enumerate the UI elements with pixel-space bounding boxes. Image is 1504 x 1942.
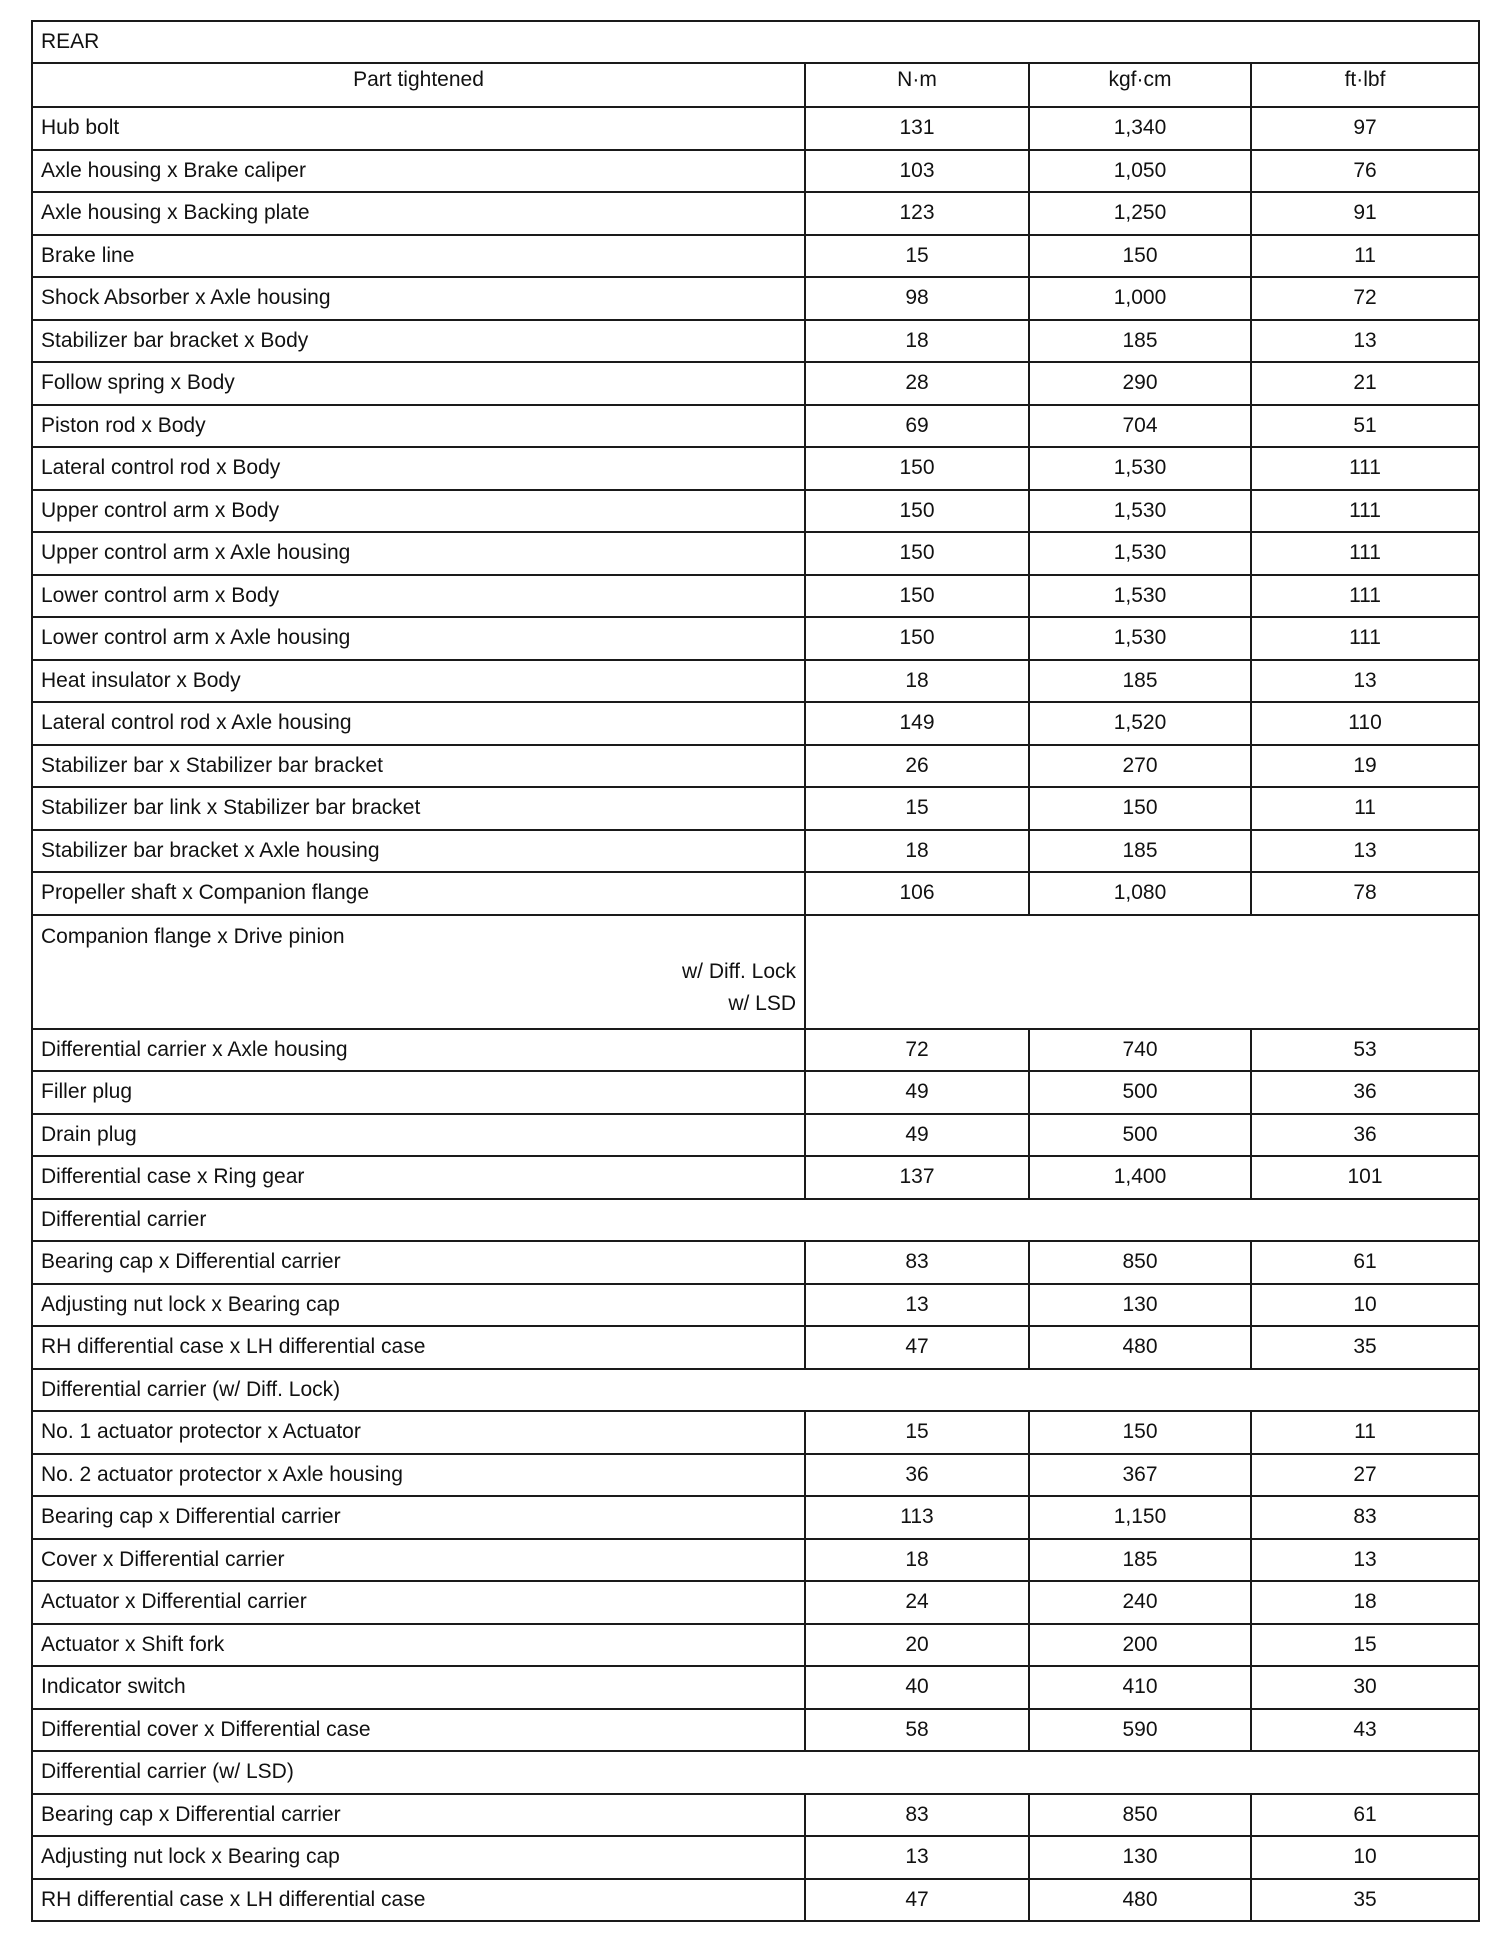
part-name: Differential cover x Differential case [32, 1709, 805, 1752]
part-name: Adjusting nut lock x Bearing cap [32, 1836, 805, 1879]
table-row [32, 1156, 1479, 1199]
value-ft-lbf: 83 [1251, 1496, 1479, 1539]
header-nm: N·m [805, 63, 1029, 107]
value-ft-lbf: 35 [1251, 1879, 1479, 1922]
value-nm: 15 [805, 787, 1029, 830]
value-nm: 103 [805, 150, 1029, 193]
table-title-row [32, 21, 1479, 63]
value-ft-lbf: 111 [1251, 532, 1479, 575]
part-name: Heat insulator x Body [32, 660, 805, 703]
table-row [32, 1029, 1479, 1072]
value-ft-lbf: 61 [1251, 1241, 1479, 1284]
table-row [32, 702, 1479, 745]
value-kgf-cm: 1,530 [1029, 532, 1251, 575]
table-row [32, 1794, 1479, 1837]
value-ft-lbf: 21 [1251, 362, 1479, 405]
value-nm: 40 [805, 1666, 1029, 1709]
part-name: No. 2 actuator protector x Axle housing [32, 1454, 805, 1497]
part-variant: w/ LSD [728, 991, 796, 1015]
value-ft-lbf: 30 [1251, 1666, 1479, 1709]
value-nm: 150 [805, 490, 1029, 533]
table-row [32, 872, 1479, 915]
part-name: Brake line [32, 235, 805, 278]
table-row [32, 235, 1479, 278]
part-name: RH differential case x LH differential case [32, 1326, 805, 1369]
value-nm: 150 [805, 532, 1029, 575]
part-name: Axle housing x Backing plate [32, 192, 805, 235]
value-kgf-cm: 850 [1029, 1241, 1251, 1284]
value-nm: 24 [805, 1581, 1029, 1624]
value-kgf-cm: 270 [1029, 745, 1251, 788]
value-kgf-cm: 185 [1029, 660, 1251, 703]
value-nm: 18 [805, 660, 1029, 703]
table-row [32, 1539, 1479, 1582]
table-row [32, 490, 1479, 533]
value-ft-lbf: 13 [1251, 830, 1479, 873]
part-name: Follow spring x Body [32, 362, 805, 405]
value-nm: 113 [805, 1496, 1029, 1539]
table-row [32, 1326, 1479, 1369]
part-name: Hub bolt [32, 107, 805, 150]
table-row [32, 150, 1479, 193]
value-kgf-cm: 185 [1029, 830, 1251, 873]
value-nm: 18 [805, 830, 1029, 873]
part-name: Filler plug [32, 1071, 805, 1114]
part-name: Cover x Differential carrier [32, 1539, 805, 1582]
value-nm: 26 [805, 745, 1029, 788]
value-kgf-cm: 1,530 [1029, 575, 1251, 618]
section-row [32, 1751, 1479, 1794]
value-kgf-cm: 1,080 [1029, 872, 1251, 915]
part-name: RH differential case x LH differential case [32, 1879, 805, 1922]
value-ft-lbf: 10 [1251, 1836, 1479, 1879]
part-name: Stabilizer bar bracket x Axle housing [32, 830, 805, 873]
value-ft-lbf: 11 [1251, 235, 1479, 278]
value-kgf-cm: 500 [1029, 1071, 1251, 1114]
value-nm: 15 [805, 235, 1029, 278]
table-row [32, 660, 1479, 703]
value-ft-lbf: 101 [1251, 1156, 1479, 1199]
value-nm: 13 [805, 1836, 1029, 1879]
value-kgf-cm: 185 [1029, 320, 1251, 363]
part-name: Bearing cap x Differential carrier [32, 1794, 805, 1837]
value-kgf-cm: 130 [1029, 1284, 1251, 1327]
table-row [32, 915, 1479, 1029]
value-nm: 150 [805, 617, 1029, 660]
value-kgf-cm: 740 [1029, 1029, 1251, 1072]
value-ft-lbf: 53 [1251, 1029, 1479, 1072]
table-row [32, 617, 1479, 660]
header-part-tightened: Part tightened [32, 63, 805, 107]
value-nm: 15 [805, 1411, 1029, 1454]
value-ft-lbf: 15 [1251, 1624, 1479, 1667]
value-nm: 83 [805, 1241, 1029, 1284]
value-nm: 131 [805, 107, 1029, 150]
part-name: Actuator x Differential carrier [32, 1581, 805, 1624]
part-name: Upper control arm x Body [32, 490, 805, 533]
value-kgf-cm: 480 [1029, 1879, 1251, 1922]
table-row [32, 107, 1479, 150]
table-row [32, 1454, 1479, 1497]
value-nm: 106 [805, 872, 1029, 915]
value-ft-lbf: 11 [1251, 1411, 1479, 1454]
value-kgf-cm: 367 [1029, 1454, 1251, 1497]
value-kgf-cm: 480 [1029, 1326, 1251, 1369]
table-row [32, 1241, 1479, 1284]
section-label: Differential carrier (w/ Diff. Lock) [32, 1369, 1479, 1412]
table-row [32, 1879, 1479, 1922]
value-nm: 49 [805, 1071, 1029, 1114]
value-ft-lbf: 97 [1251, 107, 1479, 150]
value-ft-lbf: 78 [1251, 872, 1479, 915]
value-kgf-cm: 150 [1029, 235, 1251, 278]
table-row [32, 1071, 1479, 1114]
part-name: Lower control arm x Axle housing [32, 617, 805, 660]
value-ft-lbf: 13 [1251, 1539, 1479, 1582]
value-kgf-cm: 185 [1029, 1539, 1251, 1582]
value-ft-lbf: 18 [1251, 1581, 1479, 1624]
table-row [32, 192, 1479, 235]
part-name: Stabilizer bar x Stabilizer bar bracket [32, 745, 805, 788]
table-row [32, 277, 1479, 320]
table-row [32, 745, 1479, 788]
table-row [32, 1284, 1479, 1327]
table-row [32, 1709, 1479, 1752]
value-kgf-cm: 704 [1029, 405, 1251, 448]
part-name: No. 1 actuator protector x Actuator [32, 1411, 805, 1454]
value-nm: 58 [805, 1709, 1029, 1752]
table-header-row [32, 63, 1479, 107]
value-nm: 13 [805, 1284, 1029, 1327]
table-row [32, 787, 1479, 830]
table-row [32, 532, 1479, 575]
value-ft-lbf: 91 [1251, 192, 1479, 235]
value-kgf-cm: 1,340 [1029, 107, 1251, 150]
part-name: Shock Absorber x Axle housing [32, 277, 805, 320]
value-ft-lbf: 111 [1251, 617, 1479, 660]
value-ft-lbf: 35 [1251, 1326, 1479, 1369]
part-name: Upper control arm x Axle housing [32, 532, 805, 575]
table-row [32, 1624, 1479, 1667]
value-kgf-cm: 150 [1029, 1411, 1251, 1454]
part-name: Actuator x Shift fork [32, 1624, 805, 1667]
value-ft-lbf: 10 [1251, 1284, 1479, 1327]
value-ft-lbf: 36 [1251, 1114, 1479, 1157]
value-nm: 72 [805, 1029, 1029, 1072]
value-ft-lbf: 19 [1251, 745, 1479, 788]
value-ft-lbf: 76 [1251, 150, 1479, 193]
value-ft-lbf: 111 [1251, 447, 1479, 490]
value-ft-lbf: 43 [1251, 1709, 1479, 1752]
value-ft-lbf: 111 [1251, 575, 1479, 618]
table-row [32, 1411, 1479, 1454]
value-ft-lbf: 11 [1251, 787, 1479, 830]
value-kgf-cm: 410 [1029, 1666, 1251, 1709]
value-kgf-cm: 500 [1029, 1114, 1251, 1157]
value-kgf-cm: 1,250 [1029, 192, 1251, 235]
value-kgf-cm: 1,400 [1029, 1156, 1251, 1199]
value-kgf-cm: 290 [1029, 362, 1251, 405]
table-row [32, 362, 1479, 405]
value-kgf-cm: 1,000 [1029, 277, 1251, 320]
value-nm: 18 [805, 1539, 1029, 1582]
part-name: Piston rod x Body [32, 405, 805, 448]
part-name: Propeller shaft x Companion flange [32, 872, 805, 915]
value-kgf-cm: 1,530 [1029, 447, 1251, 490]
value-nm: 123 [805, 192, 1029, 235]
torque-spec-table [31, 20, 1480, 1922]
value-nm: 36 [805, 1454, 1029, 1497]
table-row [32, 447, 1479, 490]
part-name: Stabilizer bar bracket x Body [32, 320, 805, 363]
part-name: Indicator switch [32, 1666, 805, 1709]
table-row [32, 1581, 1479, 1624]
value-nm: 28 [805, 362, 1029, 405]
part-cell [32, 915, 805, 1029]
table-title: REAR [32, 21, 1479, 63]
value-ft-lbf: 72 [1251, 277, 1479, 320]
value-nm: 150 [805, 447, 1029, 490]
value-nm: 49 [805, 1114, 1029, 1157]
value-ft-lbf: 110 [1251, 702, 1479, 745]
part-name: Drain plug [32, 1114, 805, 1157]
value-ft-lbf: 61 [1251, 1794, 1479, 1837]
value-kgf-cm: 150 [1029, 787, 1251, 830]
part-name: Lower control arm x Body [32, 575, 805, 618]
value-kgf-cm: 1,530 [1029, 490, 1251, 533]
table-row [32, 1666, 1479, 1709]
part-name: Differential case x Ring gear [32, 1156, 805, 1199]
part-name: Bearing cap x Differential carrier [32, 1241, 805, 1284]
value-cell-empty [805, 915, 1479, 1029]
value-kgf-cm: 240 [1029, 1581, 1251, 1624]
section-row [32, 1369, 1479, 1412]
value-nm: 150 [805, 575, 1029, 618]
part-name: Stabilizer bar link x Stabilizer bar bracket [32, 787, 805, 830]
value-kgf-cm: 1,530 [1029, 617, 1251, 660]
part-name: Axle housing x Brake caliper [32, 150, 805, 193]
value-kgf-cm: 1,150 [1029, 1496, 1251, 1539]
value-ft-lbf: 51 [1251, 405, 1479, 448]
value-ft-lbf: 27 [1251, 1454, 1479, 1497]
value-nm: 137 [805, 1156, 1029, 1199]
part-name: Companion flange x Drive pinion [41, 924, 345, 948]
table-row [32, 1114, 1479, 1157]
value-nm: 18 [805, 320, 1029, 363]
value-kgf-cm: 590 [1029, 1709, 1251, 1752]
part-name: Lateral control rod x Axle housing [32, 702, 805, 745]
value-nm: 47 [805, 1879, 1029, 1922]
table-row [32, 405, 1479, 448]
value-nm: 83 [805, 1794, 1029, 1837]
part-variant: w/ Diff. Lock [682, 959, 796, 983]
value-nm: 149 [805, 702, 1029, 745]
table-row [32, 320, 1479, 363]
value-ft-lbf: 111 [1251, 490, 1479, 533]
part-name: Lateral control rod x Body [32, 447, 805, 490]
value-kgf-cm: 1,520 [1029, 702, 1251, 745]
section-label: Differential carrier [32, 1199, 1479, 1242]
value-nm: 69 [805, 405, 1029, 448]
value-kgf-cm: 1,050 [1029, 150, 1251, 193]
value-kgf-cm: 850 [1029, 1794, 1251, 1837]
header-ft-lbf: ft·lbf [1251, 63, 1479, 107]
value-nm: 47 [805, 1326, 1029, 1369]
value-ft-lbf: 36 [1251, 1071, 1479, 1114]
part-name: Adjusting nut lock x Bearing cap [32, 1284, 805, 1327]
value-kgf-cm: 130 [1029, 1836, 1251, 1879]
table-row [32, 575, 1479, 618]
value-nm: 98 [805, 277, 1029, 320]
table-row [32, 830, 1479, 873]
section-label: Differential carrier (w/ LSD) [32, 1751, 1479, 1794]
part-name: Bearing cap x Differential carrier [32, 1496, 805, 1539]
value-kgf-cm: 200 [1029, 1624, 1251, 1667]
part-name: Differential carrier x Axle housing [32, 1029, 805, 1072]
table-row [32, 1496, 1479, 1539]
header-kgf-cm: kgf·cm [1029, 63, 1251, 107]
table-row [32, 1836, 1479, 1879]
section-row [32, 1199, 1479, 1242]
value-ft-lbf: 13 [1251, 320, 1479, 363]
value-ft-lbf: 13 [1251, 660, 1479, 703]
value-nm: 20 [805, 1624, 1029, 1667]
